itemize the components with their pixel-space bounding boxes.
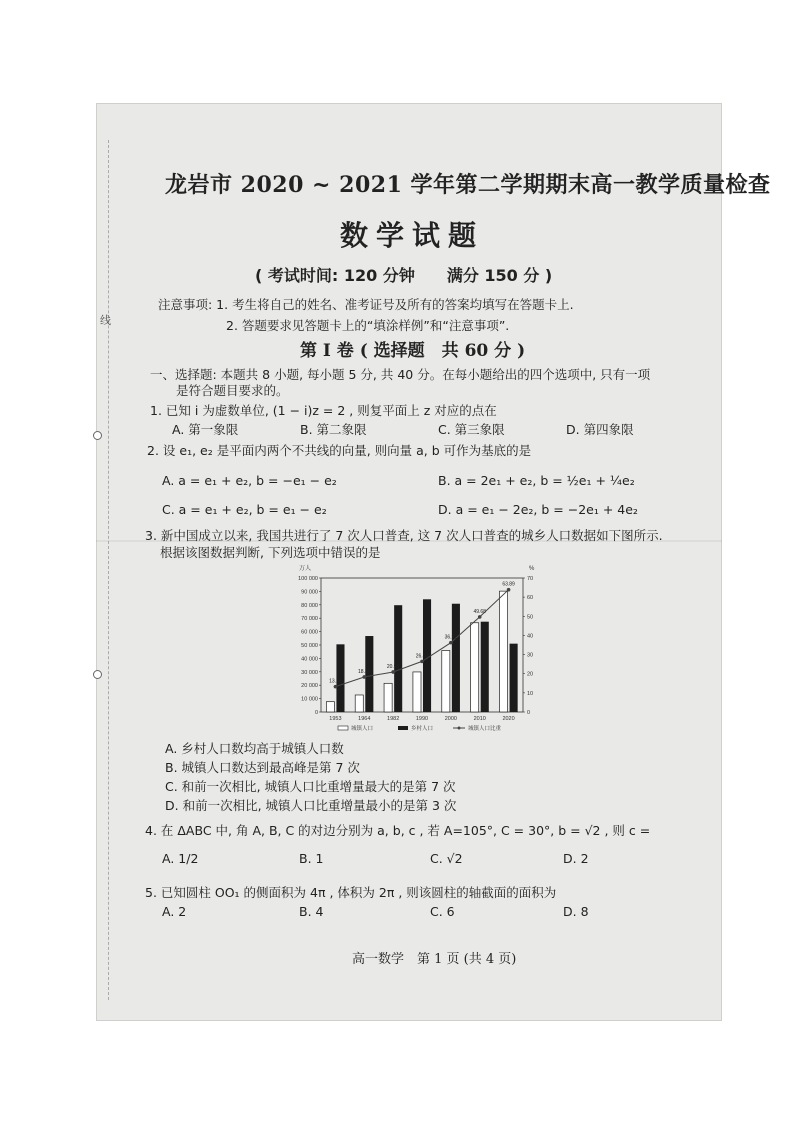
question-5-option-b: B. 4 [299,904,324,919]
question-4-option-b: B. 1 [299,851,324,866]
left-tick-label: 50 000 [301,643,318,649]
right-tick-label: 0 [527,710,531,716]
legend-label-urban: 城镇人口 [351,726,374,732]
ratio-point-2000 [449,641,453,645]
right-tick-label: 70 [527,576,534,582]
plot-frame [321,578,523,712]
x-tick-label: 2020 [502,716,515,722]
punch-hole [93,431,102,440]
bar-urban-1953 [326,702,334,712]
question-4-option-a: A. 1/2 [162,851,199,866]
ratio-data-label: 13.26 [329,678,342,685]
question-4-stem: 4. 在 ΔABC 中, 角 A, B, C 的对边分别为 a, b, c , 若 A=105°, C = 30°, b = √2 , 则 c = [145,823,651,838]
right-tick-label: 40 [527,633,534,640]
question-5-stem: 5. 已知圆柱 OO₁ 的侧面积为 4π , 体积为 2π , 则该圆柱的轴截面的面积为 [145,885,557,900]
bar-rural-2000 [452,604,460,712]
question-3-option-d: D. 和前一次相比, 城镇人口比重增量最小的是第 3 次 [165,798,457,813]
bar-urban-2010 [471,623,479,712]
x-tick-label: 2000 [444,716,457,722]
left-tick-label: 40 000 [301,656,318,663]
x-tick-label: 1982 [387,716,400,722]
legend-marker-ratio [458,727,461,730]
question-3-stem-1: 3. 新中国成立以来, 我国共进行了 7 次人口普查, 这 7 次人口普查的城乡人口数据如下图所示. [145,528,663,543]
notice-line-1: 注意事项: 1. 考生将自己的姓名、准考证号及所有的答案均填写在答题卡上. [158,297,574,312]
right-axis-unit: % [529,566,535,572]
x-tick-label: 2010 [473,716,486,722]
punch-hole [93,670,102,679]
question-2-option-a: A. a = e₁ + e₂, b = −e₁ − e₂ [162,473,337,488]
question-5-option-a: A. 2 [162,904,187,919]
ratio-data-label: 20.91 [386,663,400,670]
question-3-stem-2: 根据该图数据判断, 下列选项中错误的是 [160,545,381,560]
left-tick-label: 100 000 [298,576,318,582]
left-tick-label: 90 000 [301,589,318,596]
question-1-option-a: A. 第一象限 [172,422,239,437]
ratio-data-label: 36.22 [444,634,458,641]
right-tick-label: 30 [527,652,534,659]
right-tick-label: 10 [527,690,534,697]
question-4-option-c: C. √2 [430,851,463,866]
exam-time-info: ( 考试时间: 120 分钟 满分 150 分 ) [255,266,553,285]
question-1-option-d: D. 第四象限 [566,422,634,437]
exam-title: 龙岩市 2020 ~ 2021 学年第二学期期末高一教学质量检查 [165,172,771,198]
question-3-option-b: B. 城镇人口数达到最高峰是第 7 次 [165,760,360,775]
bar-rural-2020 [510,644,518,712]
ratio-point-2020 [507,588,511,592]
bar-urban-1982 [384,683,392,712]
page-footer: 高一数学 第 1 页 (共 4 页) [352,952,517,967]
question-2-option-d: D. a = e₁ − 2e₂, b = −2e₁ + 4e₂ [438,502,638,517]
right-tick-label: 60 [527,595,534,602]
question-1-option-c: C. 第三象限 [438,422,505,437]
ratio-point-2010 [478,615,482,619]
x-tick-label: 1990 [415,716,429,722]
ratio-data-label: 49.68 [473,608,486,615]
ratio-data-label: 63.89 [502,581,515,588]
x-tick-label: 1964 [358,716,371,722]
question-1-option-b: B. 第二象限 [300,422,367,437]
gutter-mark: 线 [100,314,111,327]
ratio-data-label: 18.30 [358,668,371,675]
right-tick-label: 20 [527,671,534,678]
x-tick-label: 1953 [329,716,342,722]
ratio-point-1953 [334,685,338,689]
left-tick-label: 70 000 [301,616,318,623]
bar-rural-2010 [481,622,489,712]
binding-line [108,140,109,1000]
legend-swatch-rural [398,726,408,730]
section-intro-2: 是符合题目要求的。 [176,383,289,398]
left-tick-label: 60 000 [301,629,318,636]
left-tick-label: 10 000 [301,696,318,703]
question-4-option-d: D. 2 [563,851,589,866]
legend-label-rural: 乡村人口 [411,726,434,732]
question-5-option-d: D. 8 [563,904,589,919]
census-chart [283,560,568,740]
question-5-option-c: C. 6 [430,904,455,919]
question-3-option-a: A. 乡村人口数均高于城镇人口数 [165,741,344,756]
ratio-point-1964 [362,675,366,679]
left-tick-label: 20 000 [301,683,318,690]
question-2-option-c: C. a = e₁ + e₂, b = e₁ − e₂ [162,502,327,517]
left-tick-label: 80 000 [301,602,318,609]
section-title: 第 I 卷 ( 选择题 共 60 分 ) [300,341,526,361]
question-1-stem: 1. 已知 i 为虚数单位, (1 − i)z = 2 , 则复平面上 z 对应的点在 [150,403,497,418]
left-axis-unit: 万人 [299,566,312,572]
bar-urban-1964 [355,695,363,712]
legend-swatch-urban [338,726,348,730]
right-tick-label: 50 [527,614,534,621]
ratio-point-1982 [391,670,395,674]
left-tick-label: 0 [314,710,318,716]
ratio-point-1990 [420,660,424,664]
bar-urban-1990 [413,672,421,712]
ratio-data-label: 26.44 [415,653,429,660]
left-tick-label: 30 000 [301,669,318,676]
question-2-option-b: B. a = 2e₁ + e₂, b = ½e₁ + ¼e₂ [438,473,635,488]
bar-rural-1982 [394,605,402,712]
section-intro-1: 一、选择题: 本题共 8 小题, 每小题 5 分, 共 40 分。在每小题给出的四个选项中, 只有一项 [150,367,651,382]
question-2-stem: 2. 设 e₁, e₂ 是平面内两个不共线的向量, 则向量 a, b 可作为基底的是 [147,443,532,458]
exam-subtitle: 数学试题 [340,219,485,252]
notice-line-2: 2. 答题要求见答题卡上的“填涂样例”和“注意事项”. [226,318,510,333]
question-3-option-c: C. 和前一次相比, 城镇人口比重增量最大的是第 7 次 [165,779,456,794]
bar-urban-2020 [499,591,507,712]
bar-urban-2000 [442,650,450,712]
legend-label-ratio: 城镇人口比重 [468,726,502,732]
